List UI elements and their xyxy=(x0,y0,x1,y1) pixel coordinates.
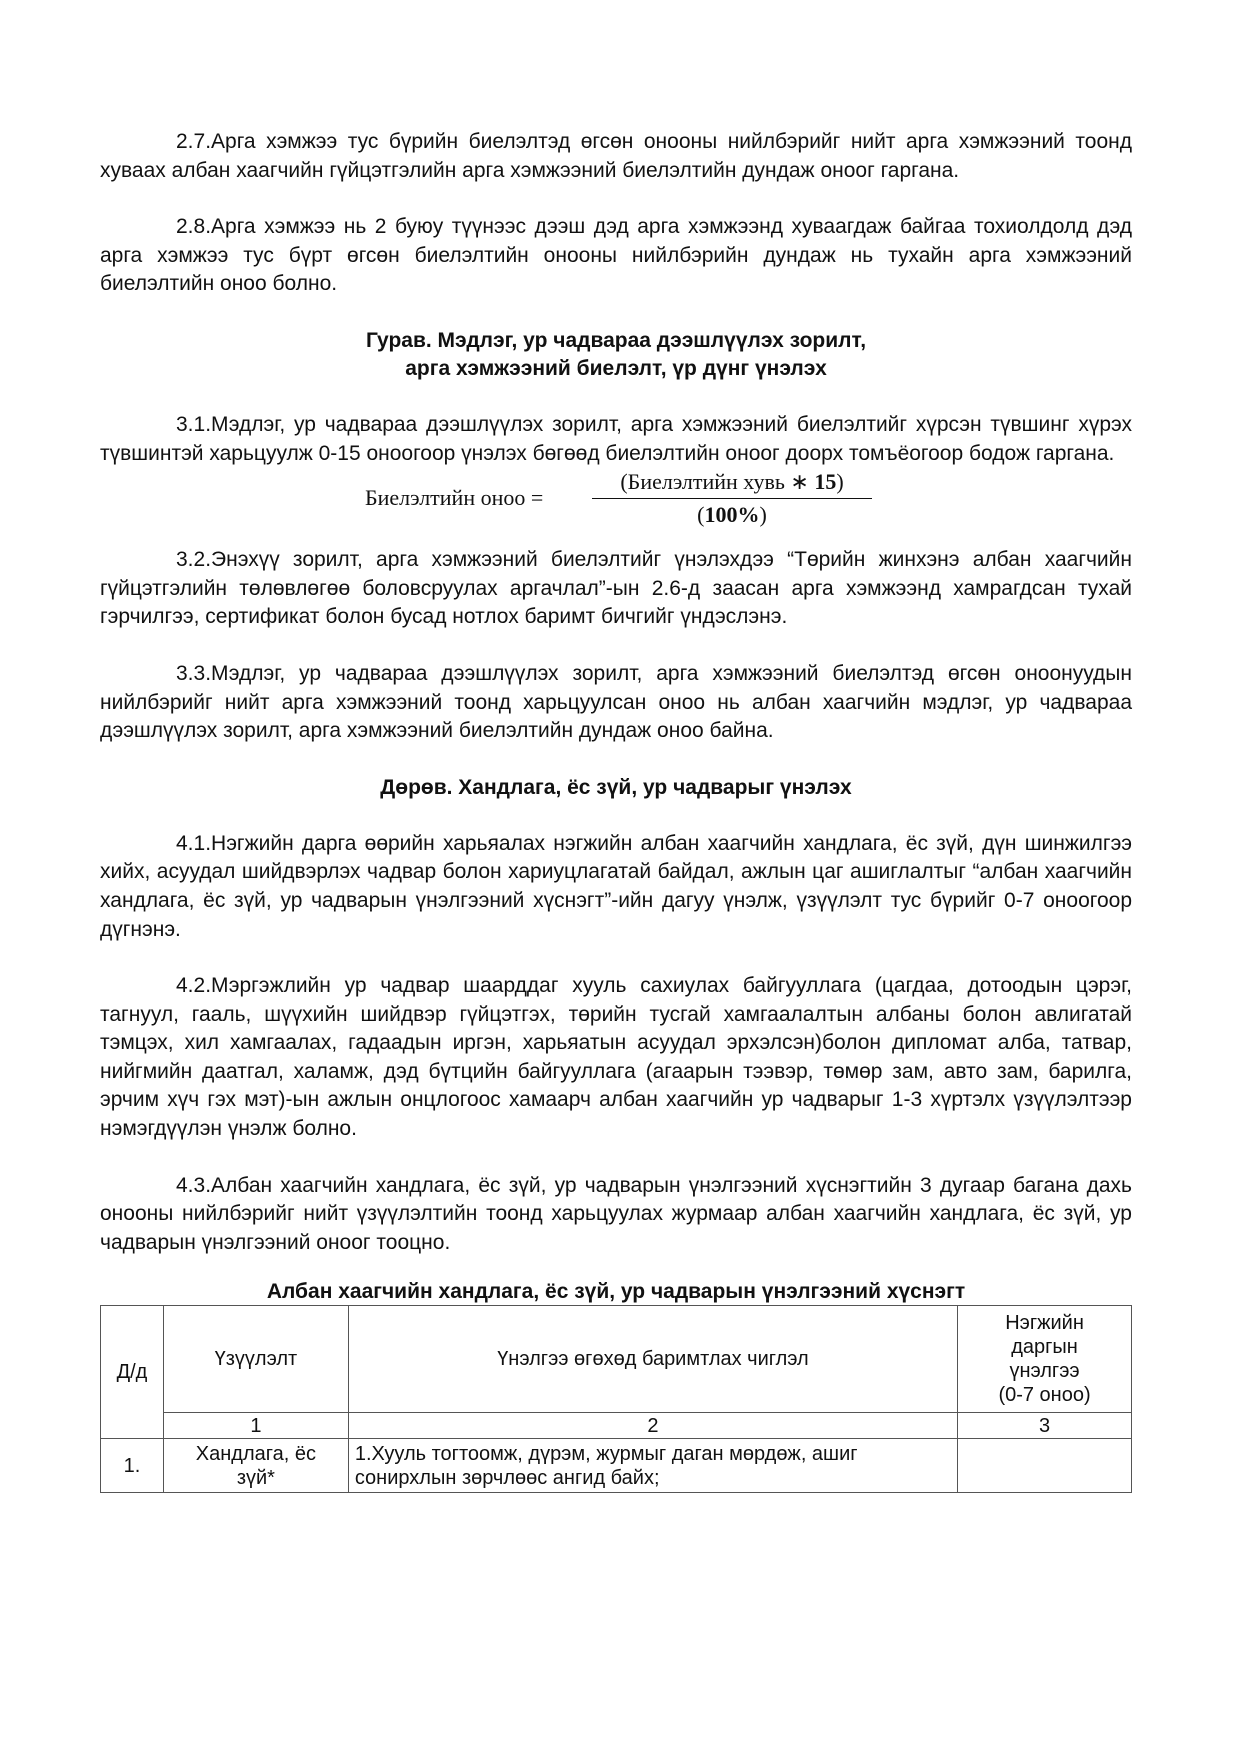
row-indicator xyxy=(163,1439,348,1493)
numerator-text: (Биелэлтийн хувь ∗ xyxy=(620,469,815,495)
denominator-value: 100% xyxy=(704,502,760,528)
section-3-heading-line2: арга хэмжээний биелэлт, үр дүнг үнэлэх xyxy=(405,356,827,380)
numerator-value: 15 xyxy=(814,469,837,495)
section-4-heading: Дөрөв. Хандлага, ёс зүй, ур чадварыг үнэлэх xyxy=(380,775,852,799)
row-indicator-line1: Хандлага, ёс xyxy=(195,1442,316,1465)
paragraph-4-3: 4.3.Албан хаагчийн хандлага, ёс зүй, ур чадварын үнэлгээний хүснэгтийн 3 дугаар багана дахь онооны нийлбэрийг нийт үзүүлэлтийн тоонд харьцуулах журмаар албан хаагчийн хандлага, ёс зүй, ур чадварын үнэлгээний оноог тооцно. xyxy=(100,1173,1132,1254)
paragraph-2-7: 2.7.Арга хэмжээ тус бүрийн биелэлтэд өгсөн онооны нийлбэрийг нийт арга хэмжээний тоонд хуваах албан хаагчийн гүйцэтгэлийн арга хэмжээний биелэлтийн дундаж оноог гаргана. xyxy=(100,130,1132,182)
formula-fraction xyxy=(592,468,872,529)
evaluation-table xyxy=(100,1305,1132,1493)
row-guideline: 1.Хууль тогтоомж, дүрэм, журмыг даган мөрдөж, ашиг сонирхлын зөрчлөөс ангид байх; xyxy=(348,1439,957,1493)
table-title: Албан хаагчийн хандлага, ёс зүй, ур чадварын үнэлгээний хүснэгт xyxy=(266,1280,966,1304)
column-number-row xyxy=(101,1413,1132,1439)
header-score-line3: үнэлгээ xyxy=(1009,1360,1080,1383)
formula-numerator xyxy=(592,468,872,496)
header-score-line2: даргын xyxy=(1011,1336,1078,1359)
document-page xyxy=(100,128,1132,1493)
header-score-line1: Нэгжийн xyxy=(1005,1312,1084,1335)
section-3-heading-line1: Гурав. Мэдлэг, ур чадвараа дээшлүүлэх зорилт, xyxy=(365,328,867,352)
column-number-2: 2 xyxy=(348,1413,957,1439)
header-guideline: Үнэлгээ өгөхөд баримтлах чиглэл xyxy=(348,1306,957,1413)
paragraph-2-8: 2.8.Арга хэмжээ нь 2 буюу түүнээс дээш дэд арга хэмжээнд хуваагдаж байгаа тохиолдолд дэд арга хэмжээ тус бүрт өгсөн биелэлтийн онооны нийлбэрийн дундаж нь тухайн арга хэмжээний биелэлтийн оноо болно. xyxy=(100,215,1132,296)
row-indicator-line2: зүй* xyxy=(236,1466,275,1489)
header-index: Д/д xyxy=(101,1306,164,1439)
formula-lhs: Биелэлтийн оноо = xyxy=(365,485,544,511)
paragraph-3-3: 3.3.Мэдлэг, ур чадвараа дээшлүүлэх зорилт, арга хэмжээний биелэлтэд өгсөн оноонуудын нийлбэрийг нийт арга хэмжээний тоонд харьцуулсан оноо нь албан хаагчийн мэдлэг, ур чадвараа дээшлүүлэх зорилт, арга хэмжээний биелэлтийн дундаж оноо байна. xyxy=(100,661,1132,743)
fraction-bar xyxy=(592,498,872,499)
row-score-cell[interactable] xyxy=(958,1439,1132,1493)
paragraph-4-1: 4.1.Нэгжийн дарга өөрийн харьяалах нэгжийн албан хаагчийн хандлага, ёс зүй, дүн шинжилгээ хийх, асуудал шийдвэрлэх чадвар болон хариуцлагатай байдал, ажлын цаг ашиглалтыг “албан хаагчийн хандлага, ёс зүй, ур чадварын үнэлгээний хүснэгт”-ийн дагуу үнэлж, үзүүлэлт тус бүрийг 0-7 оноогоор дүгнэнэ. xyxy=(100,831,1132,941)
score-formula xyxy=(100,468,1132,534)
paragraph-3-1: 3.1.Мэдлэг, ур чадвараа дээшлүүлэх зорилт, арга хэмжээний биелэлтийг хүрсэн түвшинг хүрэх түвшинтэй харьцуулж 0-15 оноогоор үнэлэх бөгөөд биелэлтийн оноог доорх томъёогоор бодож гаргана. xyxy=(100,412,1132,465)
column-number-3: 3 xyxy=(958,1413,1132,1439)
denominator-open: ( xyxy=(697,502,705,528)
column-number-1: 1 xyxy=(163,1413,348,1439)
paragraph-3-2: 3.2.Энэхүү зорилт, арга хэмжээний биелэлтийг үнэлэхдээ “Төрийн жинхэнэ албан хаагчийн гүйцэтгэлийн төлөвлөгөө боловсруулах аргачлал”-ын 2.6-д заасан арга хэмжээнд хамрагдсан тухай гэрчилгээ, сертификат болон бусад нотлох баримт бичгийг үндэслэнэ. xyxy=(100,548,1132,629)
header-score xyxy=(958,1306,1132,1413)
paragraph-4-2: 4.2.Мэргэжлийн ур чадвар шаарддаг хууль сахиулах байгууллага (цагдаа, дотоодын цэрэг, тагнуул, гааль, шүүхийн шийдвэр гүйцэтгэх, төрийн тусгай хамгаалалтын албаны болон авлигатай тэмцэх, хил хамгаалах, гадаадын иргэн, харьяатын асуудал эрхэлсэн)болон дипломат алба, татвар, нийгмийн даатгал, халамж, дэд бүтцийн байгууллага (агаарын тээвэр, төмөр зам, авто зам, барилга, эрчим хүч гэх мэт)-ын ажлын онцлогоос хамаарч албан хаагчийн ур чадварыг 1-3 хүртэлх үзүүлэлтээр нэмэгдүүлэн үнэлж болно. xyxy=(100,974,1132,1141)
numerator-close: ) xyxy=(836,469,844,495)
formula-denominator xyxy=(592,501,872,529)
table-row xyxy=(101,1439,1132,1493)
denominator-close: ) xyxy=(759,502,767,528)
header-score-line4: (0-7 оноо) xyxy=(998,1384,1091,1407)
row-index: 1. xyxy=(101,1439,164,1493)
header-indicator: Үзүүлэлт xyxy=(163,1306,348,1413)
table-header-row xyxy=(101,1306,1132,1413)
